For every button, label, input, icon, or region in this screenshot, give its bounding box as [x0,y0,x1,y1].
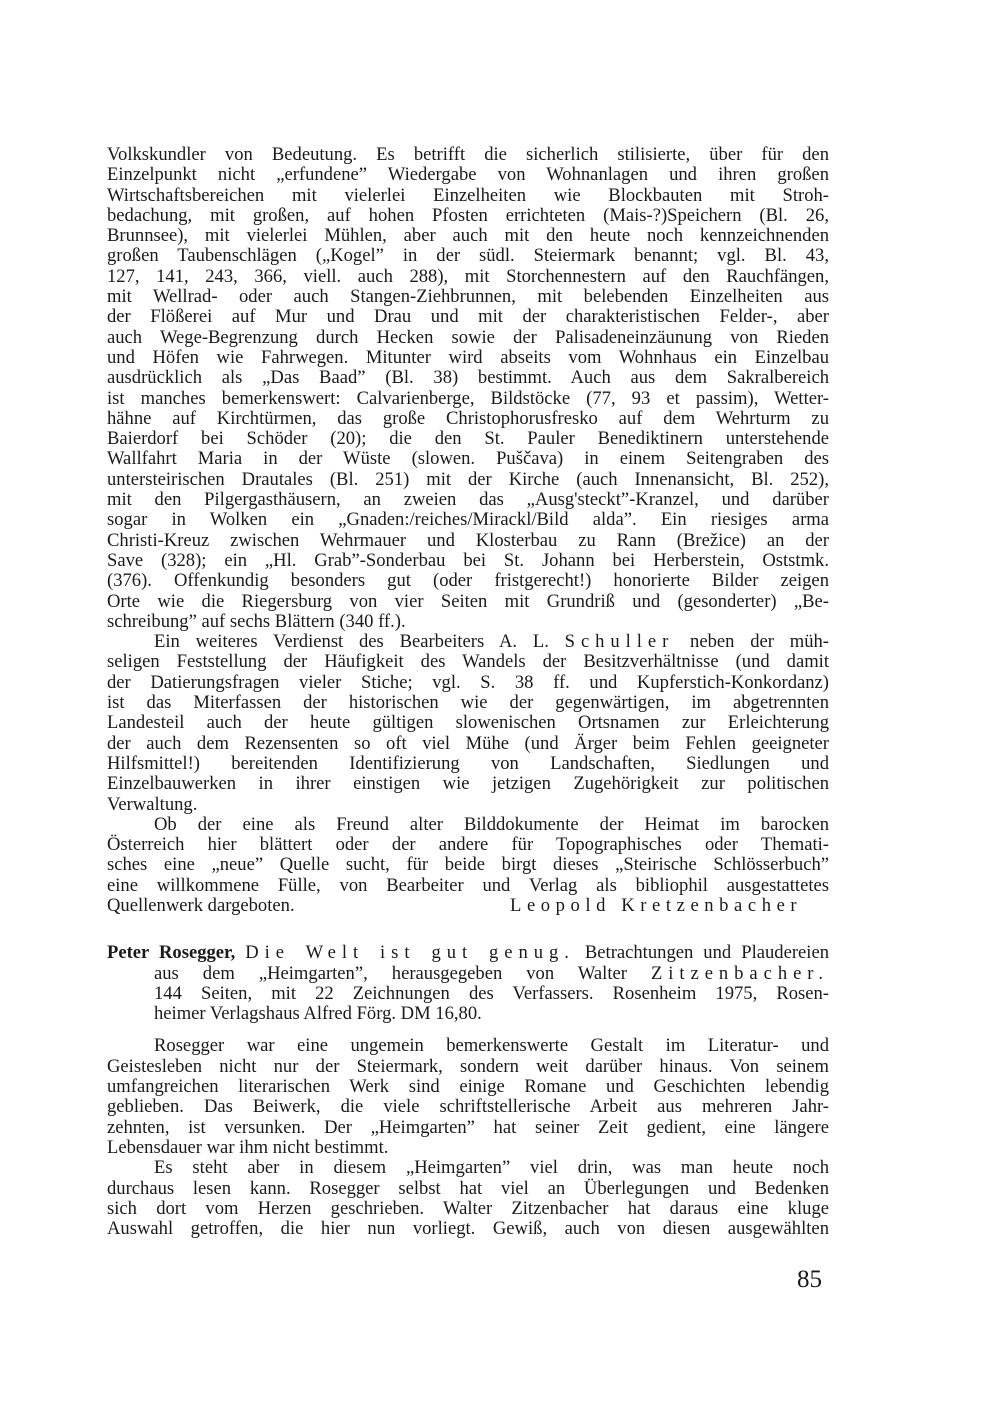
text-line: Brunnsee), mit vielerlei Mühlen, aber auch mit den heute noch kennzeichnenden [107,225,829,247]
review-rosegger [107,943,829,1239]
text-line: Volkskundler von Bedeutung. Es betrifft die sicherlich stilisierte, über für den [107,144,829,165]
text-line: Ob der eine als Freund alter Bilddokumente der Heimat im barocken [154,813,829,835]
text-line: geblieben. Das Beiwerk, die viele schriftstellerische Arbeit aus mehreren Jahr- [107,1096,829,1118]
text-segment: Quellenwerk dargeboten. [107,894,295,916]
text-line: sogar in Wolken ein „Gnaden:/reiches/Mirackl/Bild alda”. Ein riesiges arma [107,509,829,531]
paragraph [107,632,829,815]
text-line: Baierdorf bei Schöder (20); die den St. Pauler Benediktinern unterstehende [107,428,829,450]
text-line [107,943,829,963]
text-line: sich dort vom Herzen geschrieben. Walter Zitzenbacher hat daraus eine kluge [107,1197,829,1219]
text-line: eine willkommene Fülle, von Bearbeiter und Verlag als bibliophil ausgestattetes [107,874,829,896]
text-line: heimer Verlagshaus Alfred Förg. DM 16,80. [154,1003,482,1025]
text-line: Wallfahrt Maria in der Wüste (slowen. Puščava) in einem Seitengraben des [107,448,829,470]
author-name: Peter Rosegger, [107,942,236,964]
text-line [107,964,829,984]
text-line: Lebensdauer war ihm nicht bestimmt. [107,1136,389,1158]
bibliographic-citation [107,943,829,1024]
text-line: Auswahl getroffen, die hier nun vorliegt. Gewiß, auch von diesen ausgewählten [107,1218,829,1240]
text-line: 144 Seiten, mit 22 Zeichnungen des Verfassers. Rosenheim 1975, Rosen- [154,982,829,1004]
text-line: der Datierungsfragen vieler Stiche; vgl. S. 38 ff. und Kupferstich-Konkordanz) [107,671,829,693]
text-line: 127, 141, 243, 366, viell. auch 288), mit Storchennestern auf den Rauchfängen, [107,265,829,287]
text-line [107,632,829,652]
text-line: seligen Feststellung der Häufigkeit des Wandels der Besitzverhältnisse (und damit [107,651,829,673]
text-line: (376). Offenkundig besonders gut (oder fristgerecht!) honorierte Bilder zeigen [107,570,829,592]
page-number: 85 [797,1266,822,1293]
text-segment: neben der müh- [674,631,829,653]
text-line: Verwaltung. [107,793,198,815]
spaced-emphasis: Schuller [564,631,675,653]
text-line: mit Wellrad- oder auch Stangen-Ziehbrunnen, mit belebenden Einzelheiten aus [107,286,829,308]
page-body [107,145,829,1239]
spaced-emphasis: Zitzenbacher. [650,962,829,984]
text-line: Save (328); ein „Hl. Grab”-Sonderbau bei St. Johann bei Herberstein, Oststmk. [107,549,829,571]
text-segment: Betrachtungen und Plaudereien [574,942,829,964]
text-line: untersteirischen Drautales (Bl. 251) mit der Kirche (auch Innenansicht, Bl. 252), [107,468,829,490]
text-line: Es steht aber in diesem „Heimgarten” viel drin, was man heute noch [154,1157,829,1179]
text-line: Geistesleben nicht nur der Steiermark, sondern weit darüber hinaus. Von seinem [107,1055,829,1077]
text-line: schreibung” auf sechs Blättern (340 ff.). [107,610,406,632]
review-schlosserbuch [107,145,829,916]
text-line: Rosegger war eine ungemein bemerkenswerte Gestalt im Literatur- und [154,1035,829,1057]
reviewer-signature: Leopold Kretzenbacher [510,894,803,916]
text-line: ist manches bemerkenswert: Calvarienberge, Bildstöcke (77, 93 et passim), Wetter- [107,387,829,409]
text-line: zehnten, ist versunken. Der „Heimgarten” hat seiner Zeit gedient, eine längere [107,1116,829,1138]
paragraph [107,145,829,632]
paragraph [107,1036,829,1158]
text-segment [235,942,245,963]
text-line: Hilfsmittel!) bereitenden Identifizierung von Landschaften, Siedlungen und [107,752,829,774]
text-line: großen Taubenschlägen („Kogel” in der südl. Steiermark benannt; vgl. Bl. 43, [107,245,829,267]
text-line: ausdrücklich als „Das Baad” (Bl. 38) bestimmt. Auch aus dem Sakralbereich [107,367,829,389]
text-line: umfangreichen literarischen Werk sind einige Romane und Geschichten lebendig [107,1076,829,1098]
paragraph [107,1158,829,1239]
spaced-emphasis: Die Welt ist gut genug. [245,942,575,964]
text-line: Einzelpunkt nicht „erfundene” Wiedergabe von Wohnanlagen und ihren großen [107,164,829,186]
text-line: sches eine „neue” Quelle sucht, für beide birgt dieses „Steirische Schlösserbuch” [107,854,829,876]
text-segment: Ein weiteres Verdienst des Bearbeiters A. L. [154,631,565,653]
text-segment: aus dem „Heimgarten”, herausgegeben von Walter [154,962,651,984]
text-line: auch Wege-Begrenzung durch Hecken sowie der Palisadeneinzäunung von Rieden [107,326,829,348]
text-line: Einzelbauwerken in ihrer einstigen wie jetzigen Zugehörigkeit zur politischen [107,773,829,795]
text-line: mit den Pilgergasthäusern, an zweien das „Ausg'steckt”-Kranzel, und darüber [107,489,829,511]
text-line: durchaus lesen kann. Rosegger selbst hat viel an Überlegungen und Bedenken [107,1177,829,1199]
text-line: Christi-Kreuz zwischen Wehrmauer und Klosterbau zu Rann (Brežice) an der [107,529,829,551]
paragraph [107,815,829,916]
text-line [107,896,829,916]
text-line: bedachung, mit großen, auf hohen Pfosten errichteten (Mais-?)Speichern (Bl. 26, [107,204,829,226]
text-line: Landesteil auch der heute gültigen slowenischen Ortsnamen zur Erleichterung [107,712,829,734]
text-line: der Flößerei auf Mur und Drau und mit der charakteristischen Felder-, aber [107,306,829,328]
text-line: ist das Miterfassen der historischen wie der gegenwärtigen, im abgetrennten [107,692,829,714]
text-line: der auch dem Rezensenten so oft viel Mühe (und Ärger beim Fehlen geeigneter [107,732,829,754]
text-line: Österreich hier blättert oder der andere für Topographisches oder Themati- [107,834,829,856]
text-line: hähne auf Kirchtürmen, das große Christophorusfresko auf dem Wehrturm zu [107,407,829,429]
text-line: Orte wie die Riegersburg von vier Seiten mit Grundriß und (gesonderter) „Be- [107,590,829,612]
text-line: Wirtschaftsbereichen mit vielerlei Einzelheiten wie Blockbauten mit Stroh- [107,184,829,206]
review-body [107,1036,829,1239]
text-line: und Höfen wie Fahrwegen. Mitunter wird abseits vom Wohnhaus ein Einzelbau [107,346,829,368]
